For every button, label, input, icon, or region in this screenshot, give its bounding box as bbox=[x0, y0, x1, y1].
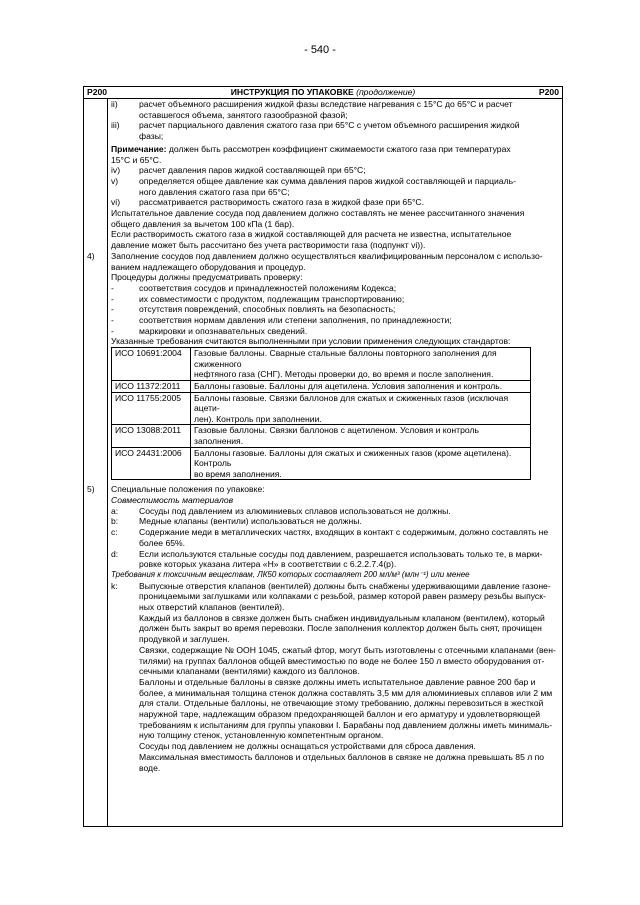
table-row: ИСО 10691:2004 Газовые баллоны. Сварные стальные баллоны повторного заполнения для сжиженного нефтяного газа (СНГ). Методы проверки до, во время и после заполнения. bbox=[112, 348, 531, 381]
standards-intro: Указанные требования считаются выполненными при условии применения следующих стандартов: bbox=[111, 336, 511, 347]
subheading: Совместимость материалов bbox=[111, 495, 234, 505]
header-title: ИНСТРУКЦИЯ ПО УПАКОВКЕ (продолжение) bbox=[230, 87, 416, 97]
standards-table bbox=[111, 347, 531, 480]
page-number: - 540 - bbox=[304, 44, 336, 56]
table-row: ИСО 24431:2006 Баллоны газовые. Баллоны для сжатых и сжиженных газов (кроме ацетилена). Контроль во время заполнения. bbox=[112, 447, 531, 480]
list-item: iii) расчет парциального давления сжатого газа при 65°С с учетом объемного расширения жидкой фазы; bbox=[111, 120, 520, 142]
list-item: - соответствия нормам давления или степени заполнения, по принадлежности; bbox=[111, 315, 452, 326]
table-header bbox=[84, 87, 562, 99]
table-row: ИСО 11755:2005 Баллоны газовые. Связки баллонов для сжатых и сжиженных газов (исключая ацети- лен). Контроль при заполнении. bbox=[112, 392, 531, 425]
section-5 bbox=[84, 484, 562, 773]
instruction-frame bbox=[83, 86, 563, 827]
list-item: b: Медные клапаны (вентили) использоваться не должны. bbox=[111, 516, 362, 527]
header-title-note: (продолжение) bbox=[356, 87, 416, 97]
list-item: - соответствия сосудов и принадлежностей положениям Кодекса; bbox=[111, 282, 397, 293]
section-number: 5) bbox=[87, 484, 95, 495]
list-item: vi) рассматривается растворимость сжатого газа в жидкой фазе при 65°С. bbox=[111, 197, 425, 208]
header-code-right: P200 bbox=[538, 87, 559, 97]
list-item: d: Если используются стальные сосуды под давлением, разрешается использовать только те, в марки- ровке которых указана литера «H» в соответствии с 6.2.2.7.4(p). bbox=[111, 548, 543, 570]
header-code-left: P200 bbox=[87, 87, 108, 97]
list-item: - их совместимости с продуктом, подлежащим транспортированию; bbox=[111, 293, 405, 304]
list-item: v) определяется общее давление как сумма давления паров жидкой составляющей и парциаль- ного давления сжатого газа при 65°С; bbox=[111, 175, 516, 197]
instruction-body bbox=[84, 99, 562, 773]
list-item: ii) расчет объемного расширения жидкой фазы вследствие нагревания с 15°С до 65°С и расчет оставшегося объема, занятого газообразной фазой; bbox=[111, 99, 513, 120]
section-number: 4) bbox=[87, 250, 95, 261]
section-4: 4) Заполнение сосудов под давлением должно осуществляться квалифицированным персоналом с использо- ванием надлежащего оборудования и процедур. Процедуры должны предусматривать проверку: - соответствия сосудов и принадлежностей положениям Кодекса; - их совместимости с продуктом, подлежащим транспортированию; - отсутствия повреждений, способных повлиять на безопасность; - соответствия нормам давления или степени заполнения, по принадлежности; - маркировки и опознавательных сведений. Указанные требования считаются выполненными при условии применения следующих стандартов: ИСО 10691:2004 Газовые баллоны. Сварные стальные баллоны повторного заполнения для сжиженного нефтяного газа (СНГ). Методы проверки до, во время и после заполнения. ИСО 11372:2011 Баллоны газовые. Баллоны для ацетилена. Условия заполнения и контроль. ИСО 11755:2005 Баллоны газовые. Связки баллонов для сжатых и сжиженных газов (исключая ацети- лен). Контроль при заполнении. ИСО 13088:2011 Газовые баллоны. Связки баллонов с ацетиленом. Условия и контроль заполнения. ИСО 24431:2006 Баллоны газовые. Баллоны для сжатых и сжиженных газов (кроме ацетилена). Контроль во время заполнения. bbox=[84, 251, 562, 480]
list-item: - отсутствия повреждений, способных повлиять на безопасность; bbox=[111, 304, 396, 315]
table-row: ИСО 13088:2011 Газовые баллоны. Связки баллонов с ацетиленом. Условия и контроль заполнения. bbox=[112, 425, 531, 447]
list-item: c: Содержание меди в металлических частях, входящих в контакт с содержимым, должно составлять не более 65%. bbox=[111, 527, 549, 548]
list-item: a: Сосуды под давлением из алюминиевых сплавов использоваться не должны. bbox=[111, 505, 451, 516]
list-item: iv) расчет давления паров жидкой составляющей при 65°С; bbox=[111, 165, 366, 176]
test-pressure-text: Испытательное давление сосуда под давлением должно составлять не менее рассчитанного значения общего давления за вычетом 100 кПа (1 бар). Если растворимость сжатого газа в жидкой составляющей для расчета не известна, испытательное давление может быть рассчитано без учета растворимости газа (подпункт vi)). bbox=[111, 208, 525, 251]
note: Примечание: должен быть рассмотрен коэффициент сжимаемости сжатого газа при температурах 15°С и 65°С. bbox=[111, 143, 511, 165]
subheading: Требования к токсичным веществам, ЛК50 которых составляет 200 мл/м³ (млн⁻¹) или менее bbox=[111, 569, 470, 579]
section-title: Специальные положения по упаковке: bbox=[111, 484, 265, 495]
list-item: k: Выпускные отверстия клапанов (вентилей) должны быть снабжены удерживающими давление газоне- проницаемыми заглушками или колпаками с резьбой, размер которой равен размеру резьбы выпуск- ных отверстий клапанов (вентилей). Каждый из баллонов в связке должен быть снабжен индивидуальным клапаном (вентилем), который должен быть закрыт во время перевозки. После заполнения коллектор должен быть снят, прочищен продувкой и заглушен. Связки, содержащие № ООН 1045, сжатый фтор, могут быть изготовлены с отсечными клапанами (вен- тилями) на группах баллонов общей вместимостью по воде не более 150 л вместо оборудования от- сечными клапанами (вентилями) каждого из баллонов. Баллоны и отдельные баллоны в связке должны иметь испытательное давление равное 200 бар и более, а минимальная толщина стенок должна составлять 3,5 мм для алюминиевых сплавов или 2 мм для стали. Отдельные баллоны, не отвечающие этому требованию, должны перевозиться в жесткой наружной таре, надлежащим образом предохраняющей баллон и его арматуру и удовлетворяющей требованиям к испытаниям для группы упаковки I. Барабаны под давлением должны иметь минималь- ную толщину стенок, установленную компетентным органом. Сосуды под давлением не должны оснащаться устройствами для сброса давления. Максимальная вместимость баллонов и отдельных баллонов в связке не должна превышать 85 л по воде. bbox=[111, 580, 556, 773]
list-item: - маркировки и опознавательных сведений. bbox=[111, 325, 308, 336]
table-row: ИСО 11372:2011 Баллоны газовые. Баллоны для ацетилена. Условия заполнения и контроль. bbox=[112, 380, 531, 392]
